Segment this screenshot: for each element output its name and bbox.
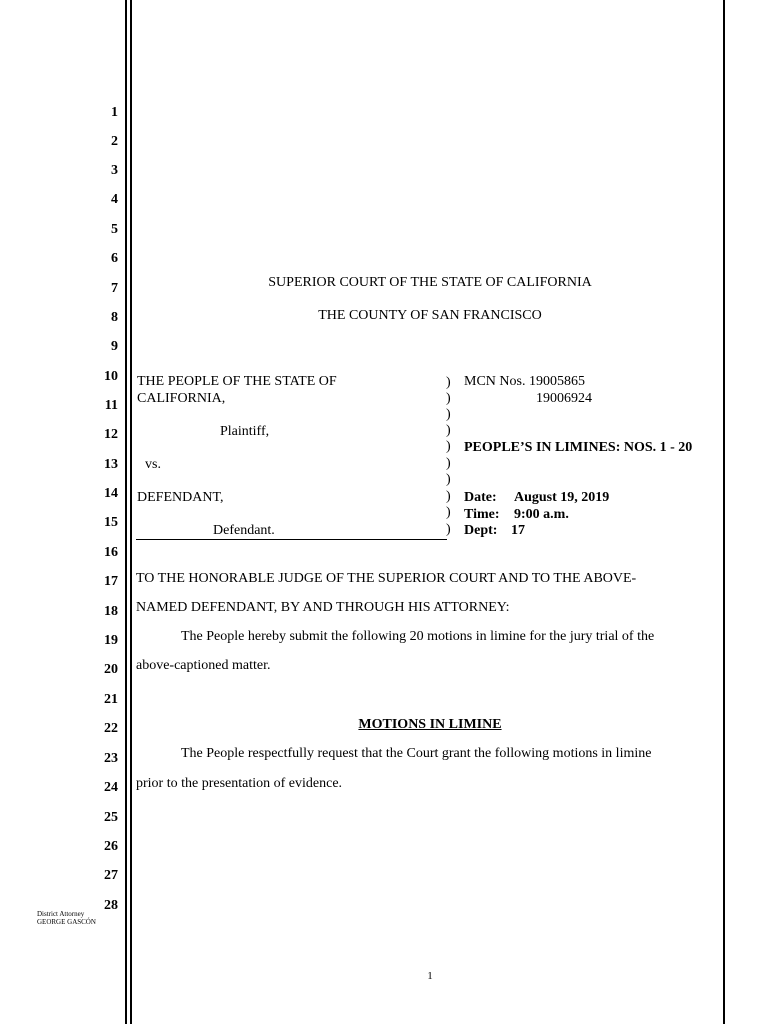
line-number: 13 (104, 457, 118, 472)
right-margin-line (723, 0, 725, 1024)
case-number-2: 19006924 (536, 391, 592, 406)
line-number: 16 (104, 545, 118, 560)
left-margin-line-inner (130, 0, 132, 1024)
case-number-1: MCN Nos. 19005865 (464, 374, 585, 389)
line-number: 25 (104, 810, 118, 825)
paragraph-1-line-2: above-captioned matter. (136, 658, 271, 673)
plaintiff-name-line2: CALIFORNIA, (137, 391, 226, 406)
line-number: 20 (104, 662, 118, 677)
plaintiff-name-line1: THE PEOPLE OF THE STATE OF (137, 374, 337, 389)
line-number: 2 (111, 134, 118, 149)
hearing-date-label: Date: (464, 490, 497, 505)
county-name: THE COUNTY OF SAN FRANCISCO (318, 308, 542, 323)
line-number: 12 (104, 427, 118, 442)
paren: ) (446, 505, 451, 520)
paragraph-1-line-1: The People hereby submit the following 20 motions in limine for the jury trial of the (181, 629, 655, 644)
line-number: 27 (104, 868, 118, 883)
paren: ) (446, 407, 451, 422)
line-number: 14 (104, 486, 118, 501)
line-number: 10 (104, 369, 118, 384)
line-number: 9 (111, 339, 118, 354)
line-number: 7 (111, 281, 118, 296)
court-name: SUPERIOR COURT OF THE STATE OF CALIFORNIA (268, 275, 592, 290)
address-line-1: TO THE HONORABLE JUDGE OF THE SUPERIOR COURT AND TO THE ABOVE- (136, 571, 637, 586)
defendant-role: Defendant. (213, 523, 275, 538)
line-number: 23 (104, 751, 118, 766)
hearing-time-value: 9:00 a.m. (514, 507, 569, 522)
document-title: PEOPLE’S IN LIMINES: NOS. 1 - 20 (464, 440, 693, 455)
line-number: 21 (104, 692, 118, 707)
paragraph-2-line-2: prior to the presentation of evidence. (136, 776, 343, 791)
line-number: 28 (104, 898, 118, 913)
dept-label: Dept: (464, 523, 498, 538)
sidebar-office: District Attorney (37, 910, 85, 918)
section-heading: MOTIONS IN LIMINE (358, 717, 502, 732)
line-number: 6 (111, 251, 118, 266)
caption-underline (136, 539, 447, 540)
paragraph-2-line-1: The People respectfully request that the Court grant the following motions in limine (181, 746, 652, 761)
address-line-2: NAMED DEFENDANT, BY AND THROUGH HIS ATTORNEY: (136, 600, 510, 615)
versus: vs. (145, 457, 161, 472)
hearing-date-value: August 19, 2019 (514, 490, 610, 505)
line-number: 5 (111, 222, 118, 237)
paren: ) (446, 472, 451, 487)
paren: ) (446, 423, 451, 438)
paren: ) (446, 439, 451, 454)
paren: ) (446, 375, 451, 390)
line-number: 26 (104, 839, 118, 854)
paren: ) (446, 489, 451, 504)
paren: ) (446, 391, 451, 406)
defendant-name: DEFENDANT, (137, 490, 224, 505)
line-number: 8 (111, 310, 118, 325)
line-number: 15 (104, 515, 118, 530)
hearing-time-label: Time: (464, 507, 500, 522)
line-number: 3 (111, 163, 118, 178)
line-number: 24 (104, 780, 118, 795)
line-number: 11 (104, 398, 118, 413)
paren: ) (446, 522, 451, 537)
page-number: 1 (427, 970, 433, 982)
line-number: 19 (104, 633, 118, 648)
plaintiff-role: Plaintiff, (220, 424, 270, 439)
paren: ) (446, 456, 451, 471)
dept-value: 17 (511, 523, 525, 538)
sidebar-name: GEORGE GASCÓN (37, 918, 96, 926)
line-number: 1 (111, 105, 118, 120)
line-number: 22 (104, 721, 118, 736)
line-number: 4 (111, 192, 118, 207)
left-margin-line-outer (125, 0, 127, 1024)
line-number: 18 (104, 604, 118, 619)
line-number: 17 (104, 574, 118, 589)
